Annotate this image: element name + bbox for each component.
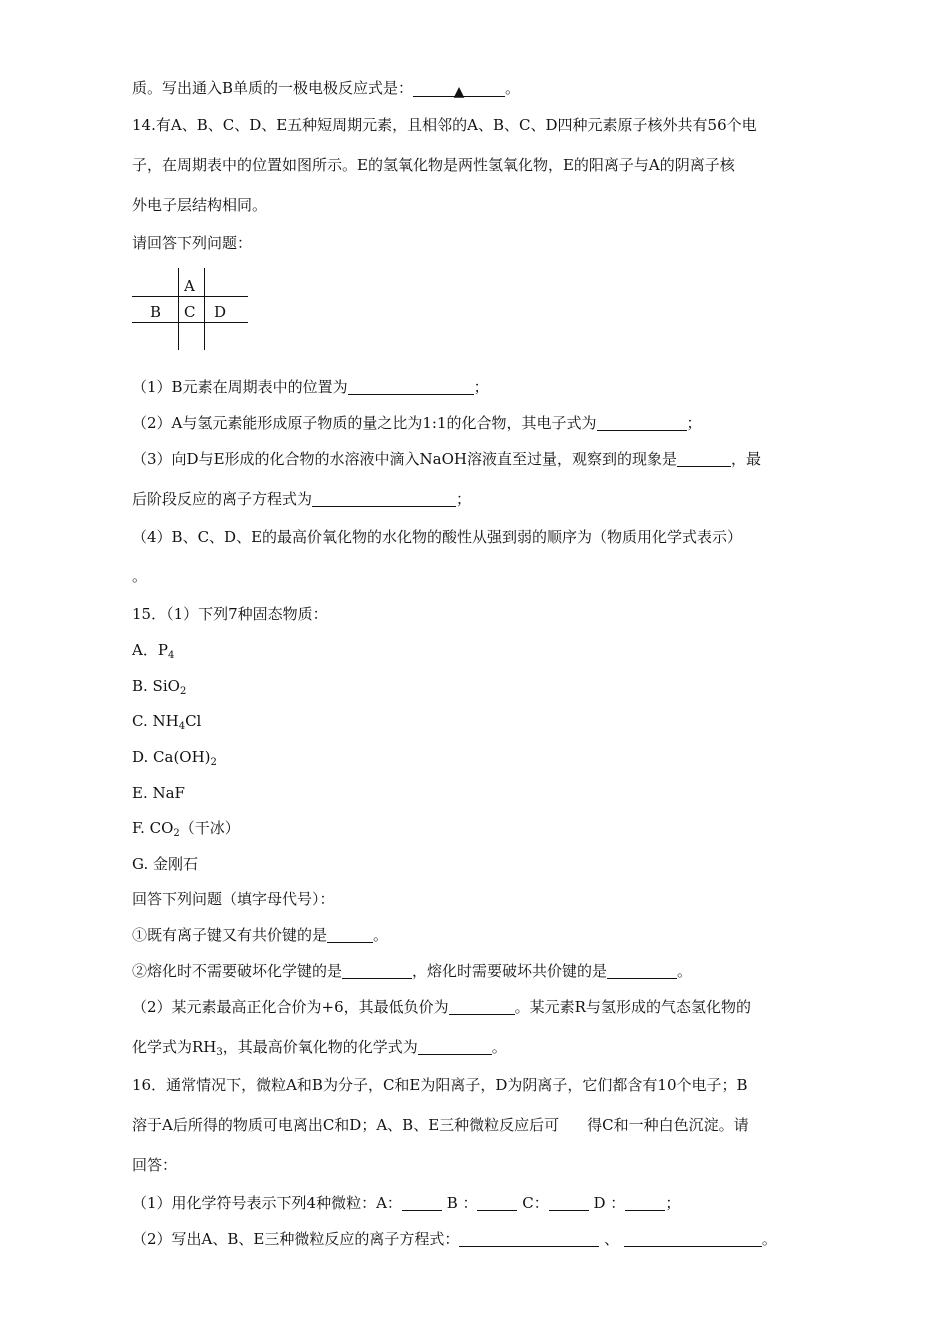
- q15-part-ii: [132, 961, 692, 981]
- q14-line-1: 14.有A、B、C、D、E五种短周期元素，且相邻的A、B、C、D四种元素原子核外共有56个电: [132, 116, 757, 134]
- q13-text: 质。写出通入B单质的一极电极反应式是：: [132, 79, 414, 97]
- grid-line: [132, 322, 248, 323]
- answer-blank[interactable]: [449, 999, 515, 1015]
- answer-blank-c[interactable]: [549, 1195, 589, 1211]
- q16-line-2: [132, 1115, 749, 1135]
- q15-heading: 15．（1）下列7种固态物质：: [132, 605, 328, 623]
- q16-part-2: [132, 1229, 777, 1249]
- option-d: [132, 747, 217, 773]
- option-a: [132, 640, 174, 666]
- grid-cell-c: C: [184, 303, 196, 321]
- q14-part-2: [132, 413, 702, 433]
- q14-part-1: [132, 377, 489, 397]
- option-b: [132, 676, 186, 702]
- q14-part-3: [132, 449, 761, 469]
- answer-blank[interactable]: [327, 927, 373, 943]
- grid-line: [178, 268, 179, 350]
- q13-answer-blank[interactable]: [413, 81, 505, 100]
- triangle-marker-icon: ▲: [453, 84, 465, 100]
- grid-cell-b: B: [150, 303, 162, 321]
- text: （3）向D与E形成的化合物的水溶液中滴入NaOH溶液直至过量，观察到的现象是: [132, 450, 677, 468]
- q16-line-1: 16．通常情况下，微粒A和B为分子，C和E为阳离子，D为阴离子，它们都含有10个电子；B: [132, 1076, 748, 1094]
- answer-blank[interactable]: [312, 491, 456, 507]
- punct: 。: [505, 79, 521, 97]
- q14-part-4: （4）B、C、D、E的最高价氧化物的水化物的酸性从强到弱的顺序为（物质用化学式表示）: [132, 528, 743, 546]
- answer-blank-b[interactable]: [477, 1195, 517, 1211]
- option-c: [132, 711, 201, 737]
- answer-blank[interactable]: [459, 1231, 599, 1247]
- text: （1）用化学符号表示下列4种微粒：A：: [132, 1194, 402, 1212]
- punct: 。: [373, 926, 389, 944]
- option-f: [132, 818, 240, 844]
- text: 、: [599, 1230, 624, 1248]
- q14-ask: 请回答下列问题：: [132, 234, 253, 252]
- option-e: E. NaF: [132, 784, 185, 802]
- text: （2）某元素最高正化合价为+6，其最低负价为: [132, 998, 449, 1016]
- answer-blank[interactable]: [607, 963, 677, 979]
- text: 。某元素R与氢形成的气态氢化物的: [514, 998, 751, 1016]
- q14-line-2: 子，在周期表中的位置如图所示。E的氢氧化物是两性氢氧化物，E的阳离子与A的阴离子核: [132, 156, 735, 174]
- text: F. CO: [132, 819, 174, 837]
- answer-blank-d[interactable]: [625, 1195, 665, 1211]
- q14-part-3-cont: [132, 489, 471, 509]
- q15-part-2: [132, 997, 751, 1017]
- text: ，最: [730, 450, 761, 468]
- answer-blank[interactable]: [597, 415, 687, 431]
- text: 化学式为RH: [132, 1038, 217, 1056]
- answer-blank[interactable]: [342, 963, 412, 979]
- q15-ask: 回答下列问题（填字母代号）：: [132, 890, 335, 908]
- grid-cell-a: A: [184, 277, 195, 295]
- subscript: 4: [178, 721, 186, 732]
- punct: ；: [456, 490, 472, 508]
- answer-blank[interactable]: [624, 1231, 762, 1247]
- subscript: 3: [216, 1047, 223, 1058]
- grid-cell-d: D: [214, 303, 227, 321]
- q15-part-i: [132, 925, 388, 945]
- text: ，熔化时需要破坏共价键的是: [412, 962, 608, 980]
- answer-blank-a[interactable]: [402, 1195, 442, 1211]
- text: A．P: [132, 641, 168, 659]
- answer-blank[interactable]: [348, 379, 474, 395]
- text: ②熔化时不需要破坏化学键的是: [132, 962, 343, 980]
- text: （2）A与氢元素能形成原子物质的量之比为1:1的化合物，其电子式为: [132, 414, 597, 432]
- q16-line-3: 回答：: [132, 1156, 178, 1174]
- text: Cl: [185, 712, 202, 730]
- text: D. Ca(OH): [132, 748, 211, 766]
- q14-part-4-end: 。: [132, 567, 148, 585]
- text: B. SiO: [132, 677, 180, 695]
- punct: ；: [686, 414, 702, 432]
- grid-line: [132, 296, 248, 297]
- punct: 。: [677, 962, 693, 980]
- answer-blank[interactable]: [418, 1039, 492, 1055]
- punct: 。: [761, 1230, 777, 1248]
- text: B ：: [441, 1194, 478, 1212]
- answer-blank[interactable]: [677, 451, 731, 467]
- q13-tail-line: [132, 78, 520, 98]
- subscript: 4: [167, 650, 175, 661]
- subscript: 2: [179, 686, 187, 697]
- punct: ；: [665, 1194, 681, 1212]
- punct: 。: [491, 1038, 507, 1056]
- text: C：: [517, 1194, 549, 1212]
- text: 溶于A后所得的物质可电离出C和D；A、B、E三种微粒反应后可: [132, 1116, 560, 1134]
- periodic-table-diagram: [132, 268, 248, 350]
- text: （干冰）: [179, 819, 240, 837]
- subscript: 2: [173, 828, 180, 839]
- text: ①既有离子键又有共价键的是: [132, 926, 328, 944]
- text: （1）B元素在周期表中的位置为: [132, 378, 348, 396]
- text: 得C和一种白色沉淀。请: [587, 1116, 749, 1134]
- text: 后阶段反应的离子方程式为: [132, 490, 313, 508]
- subscript: 2: [210, 757, 217, 768]
- grid-line: [204, 268, 205, 350]
- q15-part-2-cont: [132, 1037, 507, 1063]
- q16-part-1: [132, 1193, 680, 1213]
- text: D ：: [588, 1194, 626, 1212]
- q14-line-3: 外电子层结构相同。: [132, 196, 268, 214]
- punct: ；: [473, 378, 489, 396]
- text: （2）写出A、B、E三种微粒反应的离子方程式：: [132, 1230, 460, 1248]
- text: ，其最高价氧化物的化学式为: [222, 1038, 418, 1056]
- option-g: G. 金刚石: [132, 855, 198, 873]
- text: C. NH: [132, 712, 179, 730]
